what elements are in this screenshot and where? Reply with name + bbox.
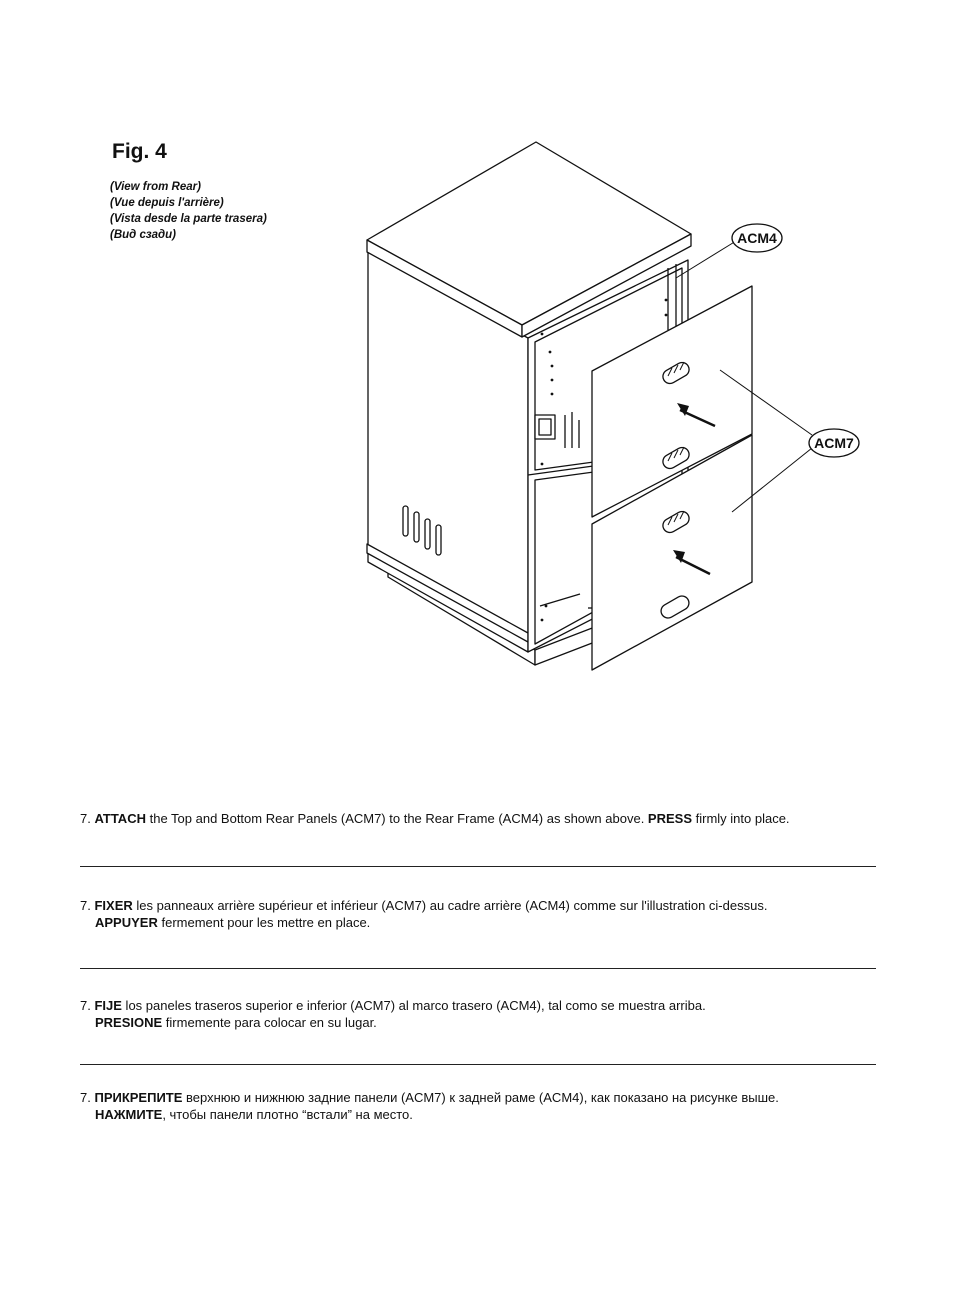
instruction-text: , чтобы панели плотно “встали” на место.	[162, 1107, 413, 1122]
instruction-verb-nazhmite: НАЖМИТЕ	[95, 1107, 163, 1122]
instruction-verb-press: PRESS	[647, 811, 692, 826]
instruction-text: the Top and Bottom Rear Panels (ACM7) to the Rear Frame (ACM4) as shown above.	[145, 811, 648, 826]
instruction-spanish	[80, 997, 706, 1031]
step-number: 7.	[80, 811, 91, 826]
instruction-text: firmly into place.	[692, 811, 790, 826]
instruction-english	[80, 810, 790, 827]
step-number: 7.	[80, 1090, 91, 1105]
instruction-verb-fije: FIJE	[94, 998, 122, 1013]
assembly-diagram	[350, 130, 870, 680]
divider	[80, 1064, 876, 1065]
view-caption-english: (View from Rear)	[110, 181, 201, 193]
acm7-callout-label: ACM7	[814, 435, 854, 451]
view-captions	[110, 179, 267, 243]
instruction-text: los paneles traseros superior e inferior (ACM7) al marco trasero (ACM4), tal como se muestra arriba.	[121, 998, 706, 1013]
instruction-verb-prikrepite: ПРИКРЕПИТЕ	[94, 1090, 183, 1105]
instruction-verb-fixer: FIXER	[94, 898, 133, 913]
divider	[80, 968, 876, 969]
instruction-text: верхнюю и нижнюю задние панели (ACM7) к задней раме (ACM4), как показано на рисунке выше.	[182, 1090, 779, 1105]
instruction-text: les panneaux arrière supérieur et inférieur (ACM7) au cadre arrière (ACM4) comme sur l'illustration ci-dessus.	[132, 898, 768, 913]
view-caption-russian: (Вид сзади)	[110, 229, 176, 241]
step-number: 7.	[80, 998, 91, 1013]
instruction-french	[80, 897, 767, 931]
figure-title: Fig. 4	[112, 140, 167, 163]
view-caption-french: (Vue depuis l'arrière)	[110, 197, 224, 209]
divider	[80, 866, 876, 867]
view-caption-spanish: (Vista desde la parte trasera)	[110, 213, 267, 225]
instruction-text: fermement pour les mettre en place.	[157, 915, 371, 930]
instruction-text: firmemente para colocar en su lugar.	[162, 1015, 377, 1030]
instruction-verb-appuyer: APPUYER	[95, 915, 158, 930]
instruction-verb-presione: PRESIONE	[95, 1015, 163, 1030]
step-number: 7.	[80, 898, 91, 913]
acm4-callout-label: ACM4	[737, 230, 777, 246]
instruction-russian	[80, 1089, 779, 1123]
instruction-verb-attach: ATTACH	[94, 811, 146, 826]
